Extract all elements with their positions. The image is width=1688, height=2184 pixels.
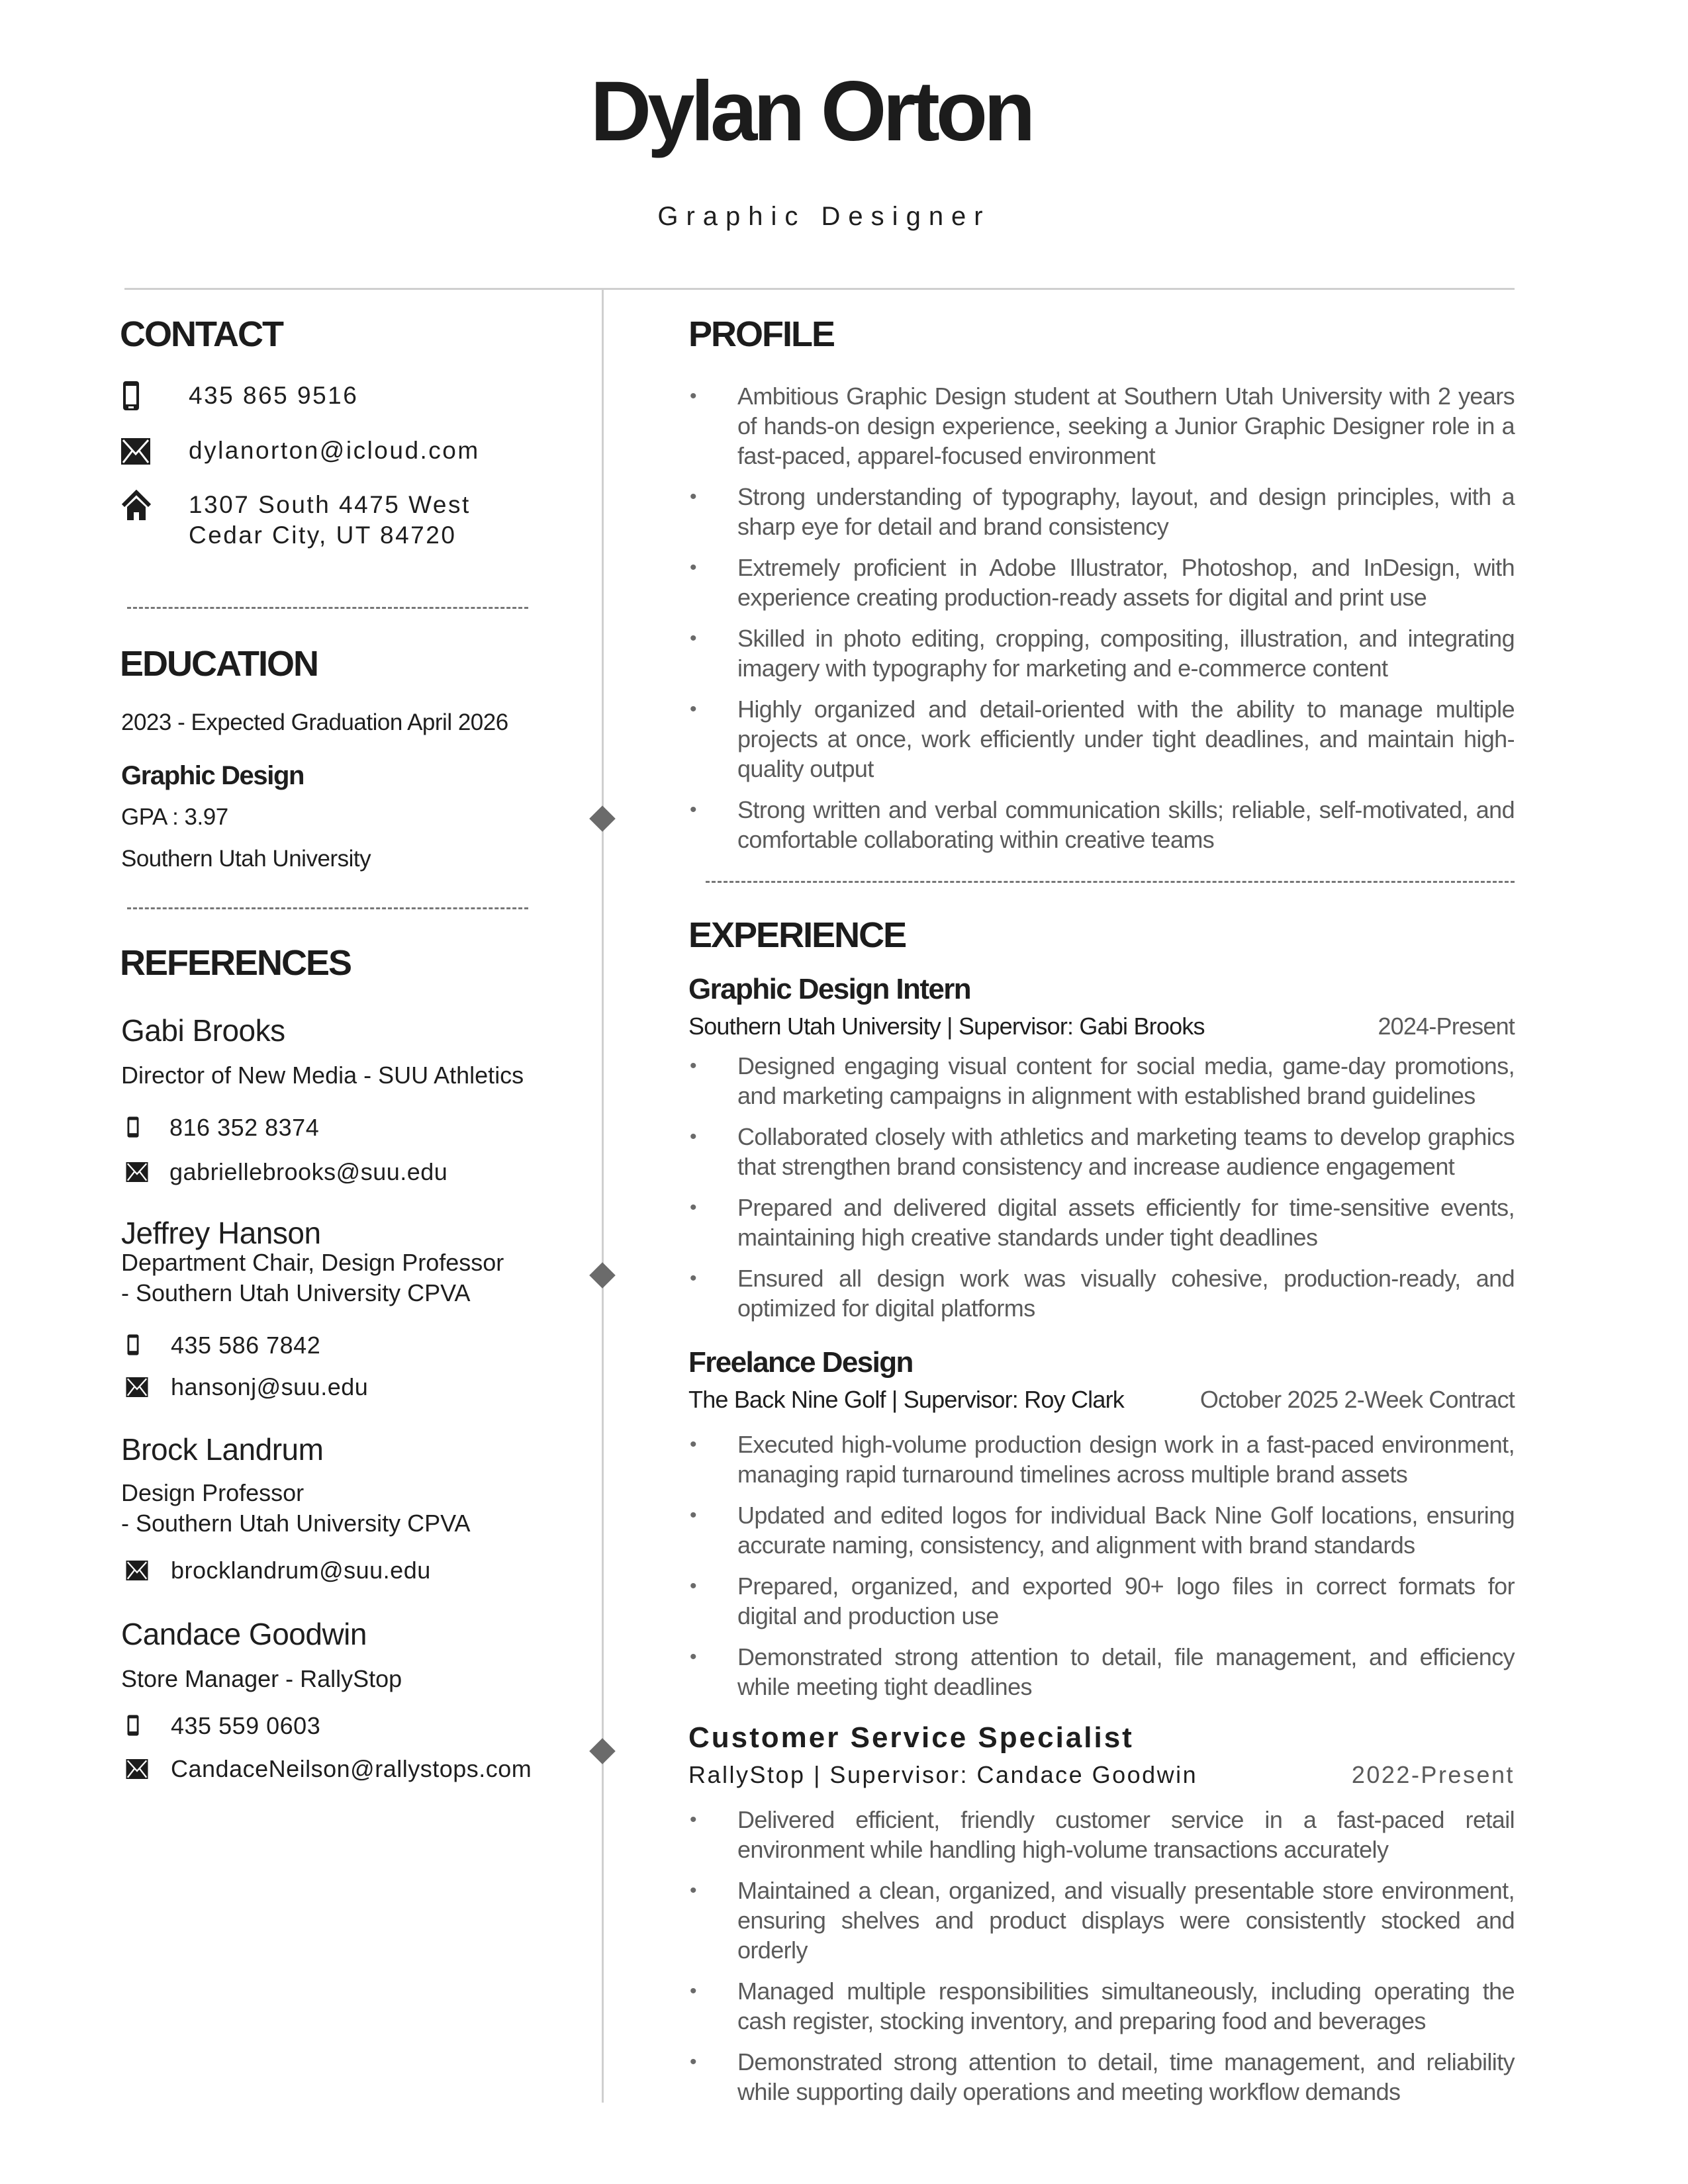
education-heading: EDUCATION: [120, 644, 318, 684]
contact-address-line1: 1307 South 4475 West: [189, 491, 471, 518]
job-bullet: • Designed engaging visual content for social media, game-day promotions, and marketing campaigns in alignment with established brand guidelines: [688, 1051, 1515, 1111]
reference-name: Candace Goodwin: [121, 1617, 367, 1651]
reference-email: gabriellebrooks@suu.edu: [169, 1158, 448, 1185]
education-school: Southern Utah University: [121, 846, 371, 872]
job-bullet: • Collaborated closely with athletics and marketing teams to develop graphics that strengthen brand consistency and increase audience engagement: [688, 1122, 1515, 1181]
reference-title: Department Chair, Design Professor: [121, 1249, 504, 1276]
education-program: Graphic Design: [121, 761, 305, 790]
email-icon: [126, 1561, 146, 1584]
education-gpa: GPA : 3.97: [121, 804, 228, 830]
reference-title: Store Manager - RallyStop: [121, 1665, 402, 1692]
job-bullet: • Updated and edited logos for individual Back Nine Golf locations, ensuring accurate naming, consistency, and alignment with brand standards: [688, 1500, 1515, 1560]
diamond-marker: [589, 805, 616, 832]
email-icon: [126, 1377, 146, 1401]
job-bullet: • Prepared and delivered digital assets efficiently for time-sensitive events, maintaining high creative standards under tight deadlines: [688, 1193, 1515, 1252]
reference-phone: 435 586 7842: [171, 1332, 321, 1359]
reference-name: Brock Landrum: [121, 1432, 324, 1467]
experience-heading: EXPERIENCE: [688, 915, 906, 955]
job-organization: The Back Nine Golf | Supervisor: Roy Clark: [688, 1386, 1124, 1413]
job-dates: October 2025 2-Week Contract: [1199, 1386, 1515, 1413]
job-entry: [688, 1346, 1515, 1713]
profile-bullet: • Skilled in photo editing, cropping, compositing, illustration, and integrating imagery with typography for marketing and e-commerce content: [688, 623, 1515, 683]
job-organization: RallyStop | Supervisor: Candace Goodwin: [688, 1761, 1198, 1788]
job-bullet: • Demonstrated strong attention to detail, time management, and reliability while supporting daily operations and meeting workflow demands: [688, 2047, 1515, 2107]
section-divider: [127, 607, 528, 609]
diamond-marker: [589, 1262, 616, 1289]
job-title: Freelance Design: [688, 1346, 913, 1379]
education-dates: 2023 - Expected Graduation April 2026: [121, 709, 508, 735]
contact-heading: CONTACT: [120, 314, 283, 354]
job-title: Graphic Designer: [657, 202, 991, 231]
contact-email: dylanorton@icloud.com: [189, 437, 480, 464]
profile-bullet: • Strong understanding of typography, layout, and design principles, with a sharp eye for detail and brand consistency: [688, 482, 1515, 541]
job-bullet: • Delivered efficient, friendly customer service in a fast-paced retail environment while handling high-volume transactions accurately: [688, 1805, 1515, 1864]
reference-name: Jeffrey Hanson: [121, 1216, 321, 1250]
candidate-name: Dylan Orton: [590, 64, 1032, 159]
phone-icon: [121, 380, 148, 410]
phone-icon: [126, 1714, 146, 1738]
job-dates: 2024-Present: [1378, 1013, 1515, 1040]
reference-email: brocklandrum@suu.edu: [171, 1557, 431, 1584]
home-icon: [121, 490, 148, 520]
references-heading: REFERENCES: [120, 943, 352, 983]
profile-bullet: • Extremely proficient in Adobe Illustrator, Photoshop, and InDesign, with experience creating production-ready assets for digital and print use: [688, 553, 1515, 612]
email-icon: [121, 438, 148, 469]
phone-icon: [126, 1334, 146, 1357]
job-dates: 2022-Present: [1351, 1761, 1515, 1788]
profile-list: [688, 381, 1515, 866]
reference-phone: 816 352 8374: [169, 1114, 320, 1141]
job-organization: Southern Utah University | Supervisor: Gabi Brooks: [688, 1013, 1205, 1040]
email-icon: [126, 1162, 146, 1186]
reference-phone: 435 559 0603: [171, 1712, 321, 1739]
email-icon: [126, 1759, 146, 1783]
job-entry: [688, 1721, 1515, 2118]
job-bullet: • Ensured all design work was visually cohesive, production-ready, and optimized for digital platforms: [688, 1263, 1515, 1323]
job-bullet: • Maintained a clean, organized, and visually presentable store environment, ensuring shelves and product displays were consistently stocked and orderly: [688, 1876, 1515, 1965]
reference-name: Gabi Brooks: [121, 1013, 285, 1048]
contact-address-line2: Cedar City, UT 84720: [189, 522, 457, 549]
job-title: Customer Service Specialist: [688, 1721, 1134, 1754]
job-title: Graphic Design Intern: [688, 973, 971, 1005]
profile-heading: PROFILE: [688, 314, 835, 354]
diamond-marker: [589, 1738, 616, 1764]
reference-email: hansonj@suu.edu: [171, 1373, 369, 1400]
column-divider: [602, 289, 604, 2103]
section-divider: [706, 881, 1515, 883]
profile-bullet: • Ambitious Graphic Design student at Southern Utah University with 2 years of hands-on design experience, seeking a Junior Graphic Designer role in a fast-paced, apparel-focused environment: [688, 381, 1515, 471]
section-divider: [127, 907, 528, 909]
profile-bullet: • Highly organized and detail-oriented with the ability to manage multiple projects at once, work efficiently under tight deadlines, and maintain high-quality output: [688, 694, 1515, 784]
reference-title: - Southern Utah University CPVA: [121, 1279, 471, 1306]
job-bullet: • Managed multiple responsibilities simultaneously, including operating the cash register, stocking inventory, and preparing food and beverages: [688, 1976, 1515, 2036]
reference-title: Design Professor: [121, 1479, 305, 1506]
reference-email: CandaceNeilson@rallystops.com: [171, 1755, 532, 1782]
reference-title: - Southern Utah University CPVA: [121, 1510, 471, 1537]
reference-title: Director of New Media - SUU Athletics: [121, 1062, 524, 1089]
job-bullet: • Prepared, organized, and exported 90+ logo files in correct formats for digital and production use: [688, 1571, 1515, 1631]
phone-icon: [126, 1116, 146, 1140]
job-bullet: • Demonstrated strong attention to detail, file management, and efficiency while meeting tight deadlines: [688, 1642, 1515, 1702]
profile-bullet: • Strong written and verbal communication skills; reliable, self-motivated, and comfortable collaborating within creative teams: [688, 795, 1515, 854]
job-bullet: • Executed high-volume production design work in a fast-paced environment, managing rapid turnaround timelines across multiple brand assets: [688, 1430, 1515, 1489]
contact-phone: 435 865 9516: [189, 382, 359, 409]
job-entry: [688, 973, 1515, 1334]
header-divider: [124, 288, 1515, 290]
